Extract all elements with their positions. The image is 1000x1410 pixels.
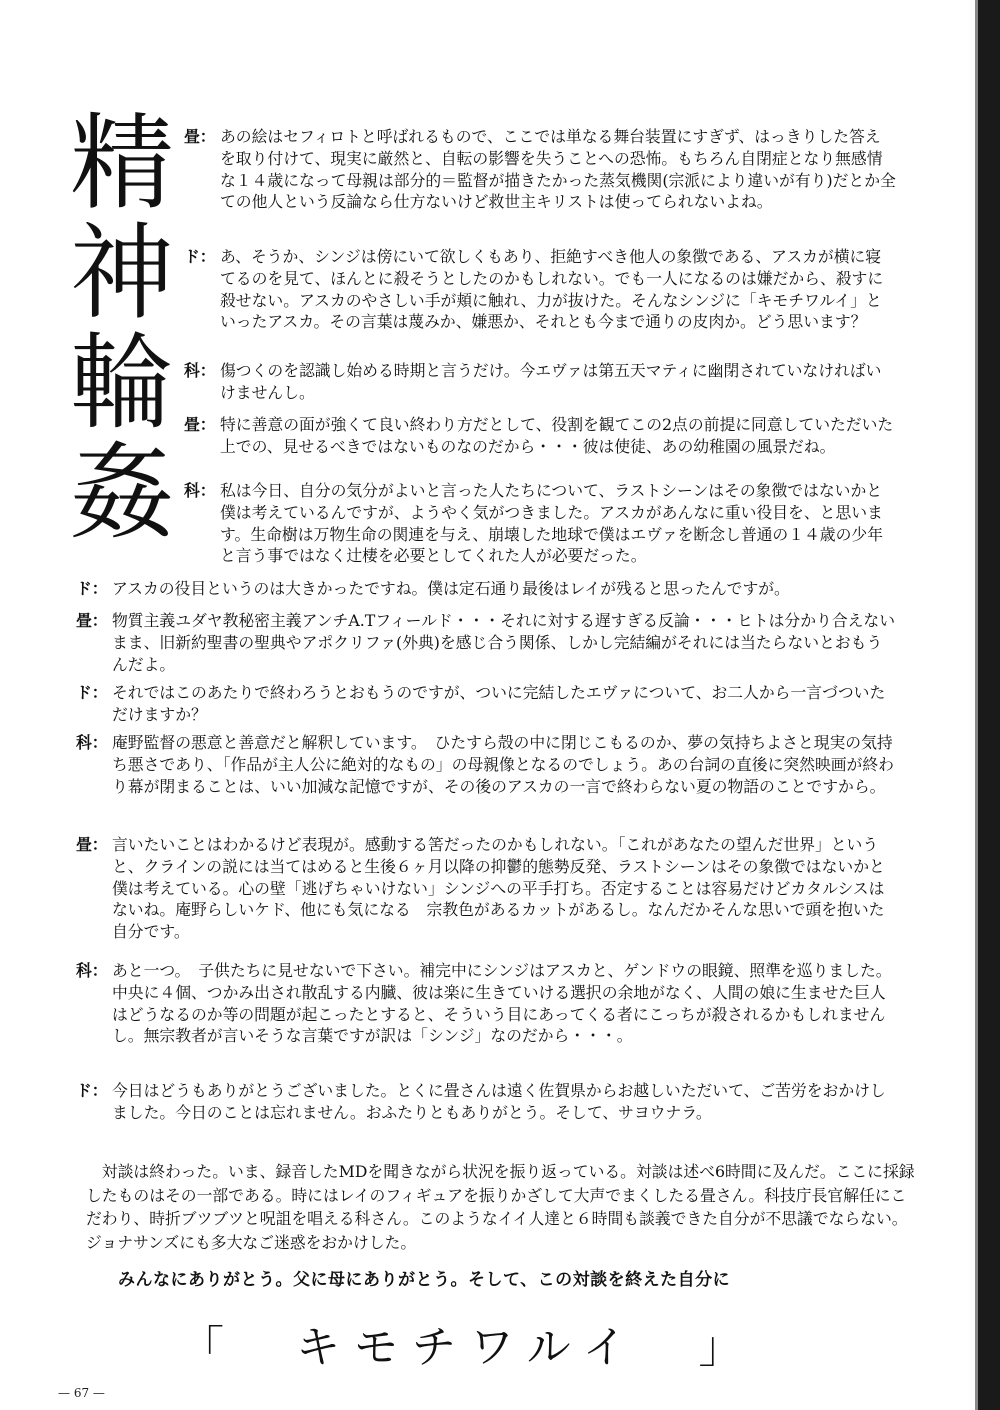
dialogue-text: あと一つ。 子供たちに見せないで下さい。補完中にシンジはアスカと、ゲンドウの眼鏡、照準を巡りました。中央に４個、つかみ出され散乱する内臓、彼は楽に生きていける選択の余地がなく、人間の娘に生ませた巨人はどうなるのか等の問題が起こったとすると、そういう目にあってくる者にこっちが殺されるかもしれませんし。無宗教者が言いそうな言葉ですが訳は「シンジ」なのだから・・・。 xyxy=(112,961,892,1046)
title-char: 輪 xyxy=(69,322,174,444)
dialogue-entry xyxy=(76,578,896,600)
dialogue-entry xyxy=(184,480,896,567)
dialogue-text: 庵野監督の悪意と善意だと解釈しています。 ひたすら殻の中に閉じこもるのか、夢の気持ちよさと現実の気持ち悪さであり、「作品が主人公に絶対的なもの」の母親像となるのでしょう。あの台詞の直後に突然映画が終わり幕が閉まることは、いい加減な記憶ですが、その後のアスカの一言で終わらない夏の物語のことですから。 xyxy=(112,733,894,796)
dialogue-text: 今日はどうもありがとうございました。とくに畳さんは遠く佐賀県からお越しいただいて、ご苦労をおかけしました。今日のことは忘れません。おふたりともありがとう。そして、サヨウナラ。 xyxy=(112,1081,886,1122)
page-edge-border xyxy=(978,0,1000,1410)
dialogue-text: アスカの役目というのは大きかったですね。僕は定石通り最後はレイが残ると思ったんですが。 xyxy=(112,579,790,598)
page-number: — 67 — xyxy=(58,1386,105,1400)
vertical-title xyxy=(62,102,182,554)
speaker-label: 畳： xyxy=(184,415,216,434)
dialogue-entry xyxy=(76,610,896,675)
afterword-paragraph: 対談は終わった。いま、録音したMDを聞きながら状況を振り返っている。対談は述べ6時間に及んだ。ここに採録したものはその一部である。時にはレイのフィギュアを振りかざして大声でまくしたる畳さん。科技庁長官解任にこだわり、時折ブツブツと呪詛を唱える科さん。このようなイイ人達と６時間も談義できた自分が不思議でならない。ジョナサンズにも多大なご迷惑をおかけした。 xyxy=(86,1162,915,1252)
dialogue-entry xyxy=(184,414,896,458)
dialogue-text: あ、そうか、シンジは傍にいて欲しくもあり、拒絶すべき他人の象徴である、アスカが横に寝てるのを見て、ほんとに殺そうとしたのかもしれない。でも一人になるのは嫌だから、殺すに殺せない。アスカのやさしい手が頬に触れ、力が抜けた。そんなシンジに「キモチワルイ」といったアスカ。その言葉は蔑みか、嫌悪か、それとも今まで通りの皮肉か。どう思います？ xyxy=(220,247,884,332)
dialogue-text: それではこのあたりで終わろうとおもうのですが、ついに完結したエヴァについて、お二人から一言づついただけますか？ xyxy=(112,683,886,724)
speaker-label: ド： xyxy=(76,683,108,702)
speaker-label: ド： xyxy=(76,579,108,598)
speaker-label: 科： xyxy=(76,733,108,752)
speaker-label: 畳： xyxy=(76,835,108,854)
title-char: 姦 xyxy=(69,432,174,554)
dialogue-text: 傷つくのを認識し始める時期と言うだけ。今エヴァは第五天マティに幽閉されていなければいけませんし。 xyxy=(220,361,882,402)
dialogue-text: 言いたいことはわかるけど表現が。感動する筈だったのかもしれない。「これがあなたの望んだ世界」というと、クラインの説には当てはめると生後６ヶ月以降の抑鬱的態勢反発、ラストシーンはその象徴ではないかと僕は考えている。心の壁「逃げちゃいけない」シンジへの平手打ち。否定することは容易だけどカタルシスはないね。庵野らしいケド、他にも気になる 宗教色があるカットがあるし。なんだかそんな思いで頭を抱いた自分です。 xyxy=(112,835,885,942)
speaker-label: 科： xyxy=(184,481,216,500)
thanks-line: みんなにありがとう。父に母にありがとう。そして、この対談を終えた自分に xyxy=(118,1270,731,1290)
speaker-label: 科： xyxy=(184,361,216,380)
title-char: 神 xyxy=(69,212,174,334)
title-char: 精 xyxy=(69,102,174,224)
dialogue-text: 物質主義ユダヤ教秘密主義アンチA.Tフィールド・・・それに対する遅すぎる反論・・・ヒトは分かり合えないまま、旧新約聖書の聖典やアポクリファ(外典)を感じ合う関係、しかし完結編がそれには当たらないとおもうんだよ。 xyxy=(112,611,896,674)
speaker-label: 科： xyxy=(76,961,108,980)
speaker-label: ド： xyxy=(76,1081,108,1100)
speaker-label: 畳： xyxy=(76,611,108,630)
dialogue-text: 特に善意の面が強くて良い終わり方だとして、役割を観てこの2点の前提に同意していただいた上での、見せるべきではないものなのだから・・・彼は使徒、あの幼稚園の風景だね。 xyxy=(220,415,894,456)
closing-quote: 「 キモチワルイ 」 xyxy=(180,1322,757,1373)
dialogue-text: 私は今日、自分の気分がよいと言った人たちについて、ラストシーンはその象徴ではないかと僕は考えているんですが、ようやく気がつきました。アスカがあんなに重い役目を、と思います。生命樹は万物生命の関連を与え、崩壊した地球で僕はエヴァを断念し普通の１４歳の少年と言う事ではなく辻棲を必要としてくれた人が必要だった。 xyxy=(220,481,883,566)
dialogue-entry xyxy=(184,126,896,213)
speaker-label: 畳： xyxy=(184,127,216,146)
dialogue-text: あの絵はセフィロトと呼ばれるもので、ここでは単なる舞台装置にすぎず、はっきりした答えを取り付けて、現実に厳然と、自転の影響を失うことへの恐怖。もちろん自閉症となり無感情な１４歳になって母親は部分的＝監督が描きたかった蒸気機関(宗派により違いが有り)だとか全ての他人という反論なら仕方ないけど救世主キリストは使ってられないよね。 xyxy=(220,127,896,212)
speaker-label: ド： xyxy=(184,247,216,266)
dialogue-entry xyxy=(76,834,896,943)
dialogue-entry xyxy=(76,682,896,726)
dialogue-entry xyxy=(76,1080,896,1124)
dialogue-entry xyxy=(76,732,896,797)
dialogue-entry xyxy=(184,246,896,333)
dialogue-entry xyxy=(76,960,896,1047)
dialogue-entry xyxy=(184,360,896,404)
